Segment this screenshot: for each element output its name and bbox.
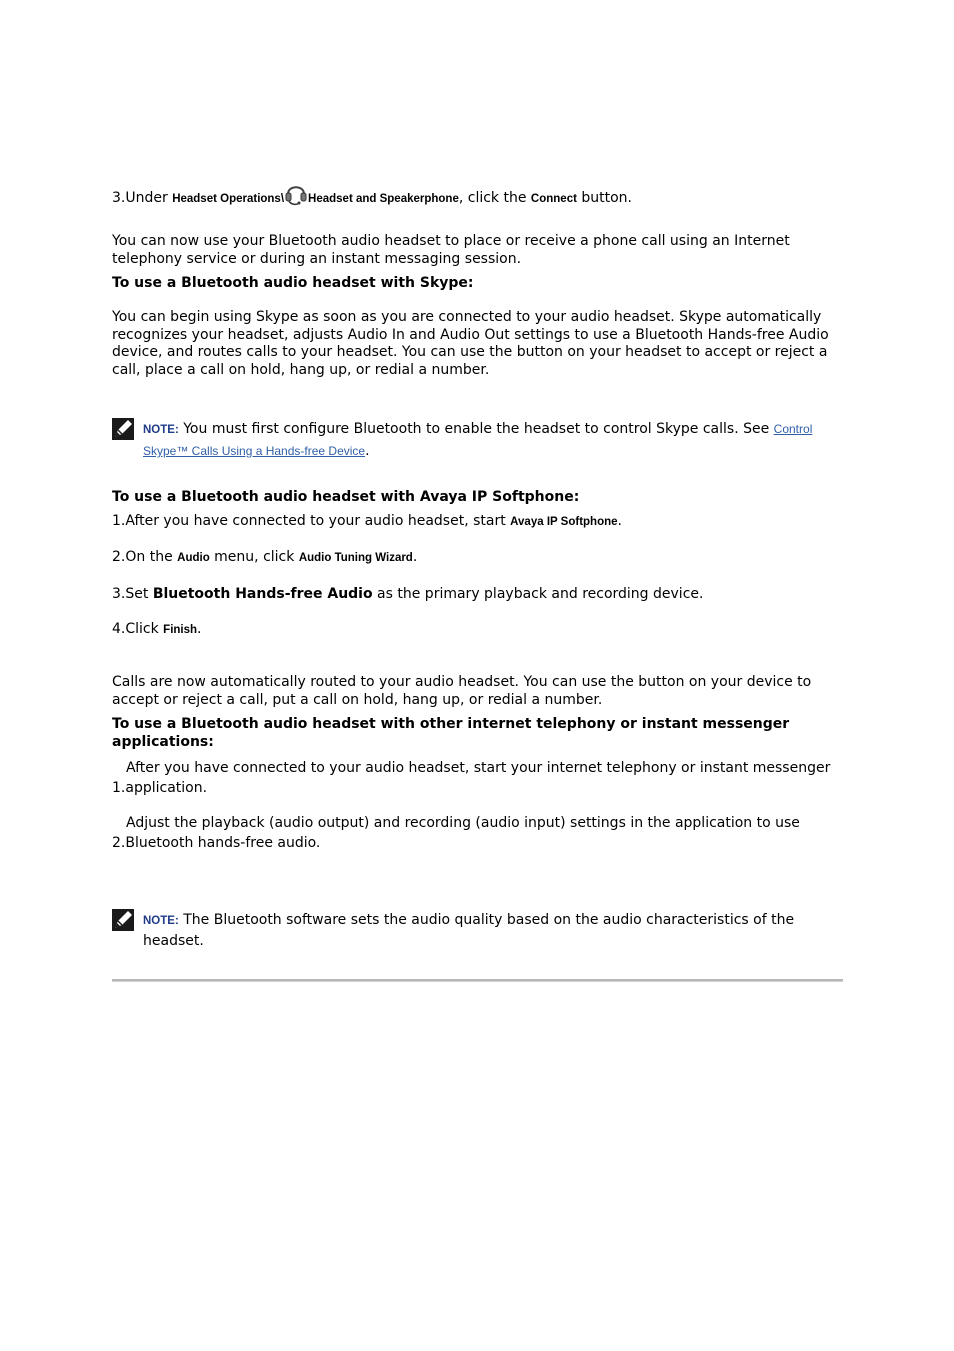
avaya-step-2: 2.On the Audio menu, click Audio Tuning Wizard. (112, 549, 418, 565)
avaya-step-3: 3.Set Bluetooth Hands-free Audio as the primary playback and recording device. (112, 586, 704, 602)
audio-menu-label: Audio (177, 552, 210, 564)
avaya-heading: To use a Bluetooth audio headset with Avaya IP Softphone: (112, 489, 580, 505)
divider (112, 979, 843, 982)
headset-operations-label: Headset Operations\ (172, 193, 285, 205)
finish-label: Finish (163, 624, 198, 636)
other-step-1: After you have connected to your audio headset, start your internet telephony or instant messenger 1.application. (112, 760, 831, 796)
connect-step: 3.Under Headset Operations\ Headset and Speakerphone, click the Connect button. (112, 180, 632, 208)
note-audio-quality: NOTE: The Bluetooth software sets the audio quality based on the audio characteristics of the headset. (143, 912, 795, 949)
control-skype-link[interactable]: Control (773, 422, 813, 436)
note-label: NOTE: (143, 915, 179, 927)
connect-button-label: Connect (530, 193, 577, 205)
avaya-step-1: 1.After you have connected to your audio headset, start Avaya IP Softphone. (112, 513, 622, 529)
calls-routed-paragraph: Calls are now automatically routed to your audio headset. You can use the button on your device to accept or reject a call, put a call on hold, hang up, or redial a number. (112, 674, 812, 708)
note-skype: NOTE: You must first configure Bluetooth to enable the headset to control Skype calls. See Control Skype™ Calls Using a Hands-free Device. (143, 421, 813, 459)
handsfree-audio-label: Bluetooth Hands-free Audio (152, 586, 373, 602)
avaya-softphone-label: Avaya IP Softphone (510, 516, 618, 528)
other-apps-heading: To use a Bluetooth audio headset with other internet telephony or instant messenger applications: (112, 716, 790, 750)
intro-paragraph: You can now use your Bluetooth audio headset to place or receive a phone call using an Internet telephony service or during an instant messaging session. (112, 233, 790, 267)
step-number: 3. (112, 190, 126, 206)
note-icon (112, 418, 134, 444)
skype-heading: To use a Bluetooth audio headset with Skype: (112, 275, 474, 291)
headset-icon (284, 180, 308, 206)
audio-tuning-wizard-label: Audio Tuning Wizard (298, 552, 413, 564)
headset-speakerphone-label: Headset and Speakerphone (308, 193, 459, 205)
note-icon-2 (112, 909, 134, 935)
avaya-step-4: 4.Click Finish. (112, 621, 202, 637)
other-step-2: Adjust the playback (audio output) and recording (audio input) settings in the application to use 2.Bluetooth hands-free audio. (112, 815, 800, 851)
note-label: NOTE: (143, 424, 179, 436)
skype-paragraph: You can begin using Skype as soon as you are connected to your audio headset. Skype automatically recognizes your headset, adjusts Audio In and Audio Out settings to use a Bluetooth Hands-free Audio device, and routes calls to your headset. You can use the button on your headset to accept or reject a call, place a call on hold, hang up, or redial a number. (112, 309, 829, 378)
control-skype-link-cont[interactable]: Skype™ Calls Using a Hands-free Device (143, 444, 366, 458)
